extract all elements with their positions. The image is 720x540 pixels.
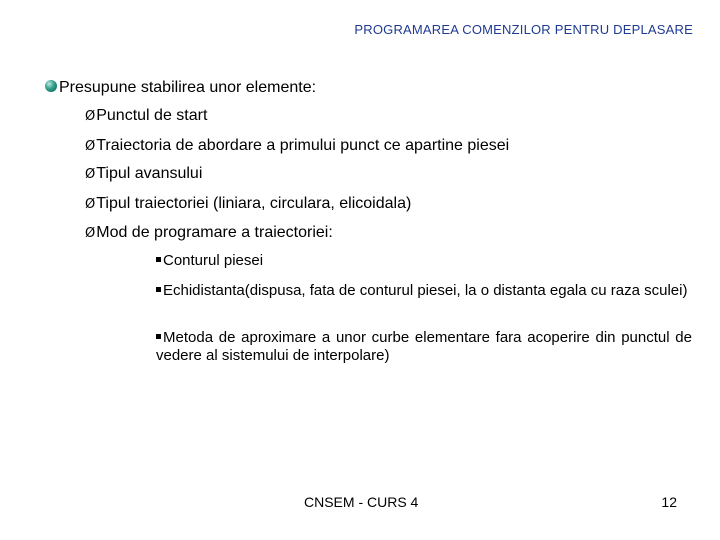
arrow-bullet-icon: Ø xyxy=(85,197,96,212)
list-item xyxy=(85,137,509,155)
arrow-bullet-icon: Ø xyxy=(85,226,96,241)
square-bullet-icon xyxy=(156,334,161,339)
list-item xyxy=(85,165,202,183)
list-item-text: Tipul traiectoriei (liniara, circulara, elicoidala) xyxy=(96,195,412,212)
list-item-text: Punctul de start xyxy=(96,107,208,124)
arrow-bullet-icon: Ø xyxy=(85,109,96,124)
arrow-bullet-icon: Ø xyxy=(85,167,96,182)
sub-list-item xyxy=(156,329,692,365)
green-ball-icon xyxy=(45,80,57,92)
list-item-text: Traiectoria de abordare a primului punct ce apartine piesei xyxy=(96,137,510,154)
sub-list-item-text: Metoda de aproximare a unor curbe elementare fara acoperire din punctul de vedere al sistemului de interpolare) xyxy=(156,329,692,364)
arrow-bullet-icon: Ø xyxy=(85,139,96,154)
list-item-text: Mod de programare a traiectoriei: xyxy=(96,224,333,241)
sub-list-item-text: Conturul piesei xyxy=(163,252,264,269)
list-item xyxy=(85,195,411,213)
list-item-text: Tipul avansului xyxy=(96,165,203,182)
slide-title: PROGRAMAREA COMENZILOR PENTRU DEPLASARE xyxy=(354,22,693,37)
sub-list-item-text: Echidistanta(dispusa, fata de conturul piesei, la o distanta egala cu raza sculei) xyxy=(163,282,688,299)
footer-text: CNSEM - CURS 4 xyxy=(304,494,419,510)
list-item xyxy=(85,107,207,125)
square-bullet-icon xyxy=(156,257,161,262)
main-bullet-text: Presupune stabilirea unor elemente: xyxy=(59,79,317,96)
sub-list-item xyxy=(156,252,692,270)
list-item xyxy=(85,224,333,242)
sub-list-item xyxy=(156,282,692,300)
main-bullet xyxy=(45,79,316,97)
square-bullet-icon xyxy=(156,287,161,292)
page-number: 12 xyxy=(661,494,677,510)
